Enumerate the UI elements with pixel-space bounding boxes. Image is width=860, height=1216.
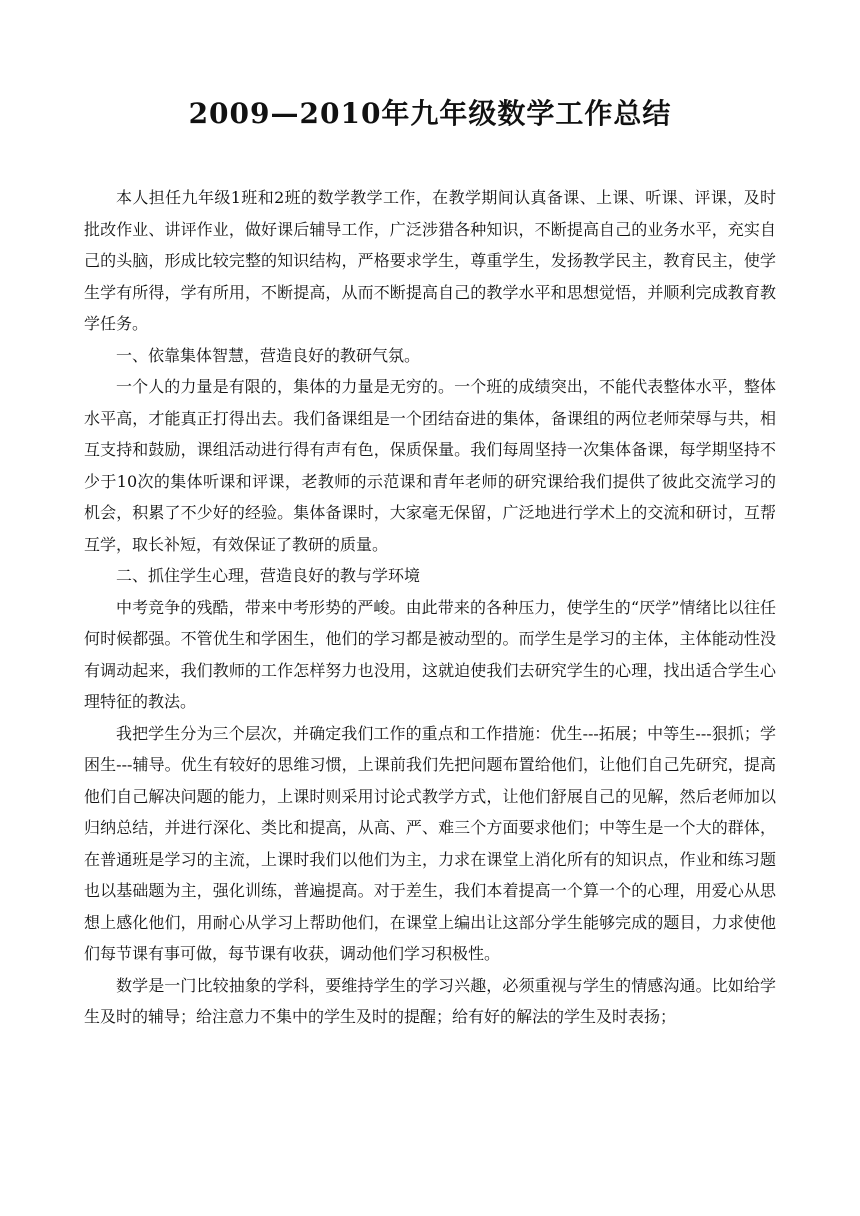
section-1-paragraph: 一个人的力量是有限的，集体的力量是无穷的。一个班的成绩突出，不能代表整体水平，整体水平高，才能真正打得出去。我们备课组是一个团结奋进的集体，备课组的两位老师荣辱与共，相互支持和鼓励，课组活动进行得有声有色，保质保量。我们每周坚持一次集体备课，每学期坚持不少于10次的集体听课和评课，老教师的示范课和青年老师的研究课给我们提供了彼此交流学习的机会，积累了不少好的经验。集体备课时，大家毫无保留，广泛地进行学术上的交流和研讨，互帮互学，取长补短，有效保证了教研的质量。 bbox=[84, 377, 776, 554]
section-2-paragraph-1: 中考竞争的残酷，带来中考形势的严峻。由此带来的各种压力，使学生的“厌学”情绪比以往任何时候都强。不管优生和学困生，他们的学习都是被动型的。而学生是学习的主体，主体能动性没有调动起来，我们教师的工作怎样努力也没用，这就迫使我们去研究学生的心理，找出适合学生心理特征的教法。 bbox=[84, 597, 776, 711]
section-heading-2: 二、抓住学生心理，营造良好的教与学环境 bbox=[116, 566, 421, 585]
document-title: 2009—2010年九年级数学工作总结 bbox=[188, 97, 672, 130]
document-page bbox=[84, 92, 776, 1033]
section-2-paragraph-3: 数学是一门比较抽象的学科，要维持学生的学习兴趣，必须重视与学生的情感沟通。比如给学生及时的辅导；给注意力不集中的学生及时的提醒；给有好的解法的学生及时表扬； bbox=[84, 975, 776, 1026]
intro-paragraph: 本人担任九年级1班和2班的数学教学工作，在教学期间认真备课、上课、听课、评课，及时批改作业、讲评作业，做好课后辅导工作，广泛涉猎各种知识，不断提高自己的业务水平，充实自己的头脑，形成比较完整的知识结构，严格要求学生，尊重学生，发扬教学民主，教育民主，使学生学有所得，学有所用，不断提高，从而不断提高自己的教学水平和思想觉悟，并顺利完成教育教学任务。 bbox=[84, 188, 776, 333]
section-heading-1: 一、依靠集体智慧，营造良好的教研气氛。 bbox=[116, 345, 421, 365]
section-2-paragraph-2: 我把学生分为三个层次，并确定我们工作的重点和工作措施：优生---拓展；中等生---狠抓；学困生---辅导。优生有较好的思维习惯，上课前我们先把问题布置给他们，让他们自己先研究，提高他们自己解决问题的能力，上课时则采用讨论式教学方式，让他们舒展自己的见解，然后老师加以归纳总结，并进行深化、类比和提高，从高、严、难三个方面要求他们；中等生是一个大的群体，在普通班是学习的主流，上课时我们以他们为主，力求在课堂上消化所有的知识点，作业和练习题也以基础题为主，强化训练，普遍提高。对于差生，我们本着提高一个算一个的心理，用爱心从思想上感化他们，用耐心从学习上帮助他们，在课堂上编出让这部分学生能够完成的题目，力求使他们每节课有事可做，每节课有收获，调动他们学习积极性。 bbox=[84, 723, 776, 963]
